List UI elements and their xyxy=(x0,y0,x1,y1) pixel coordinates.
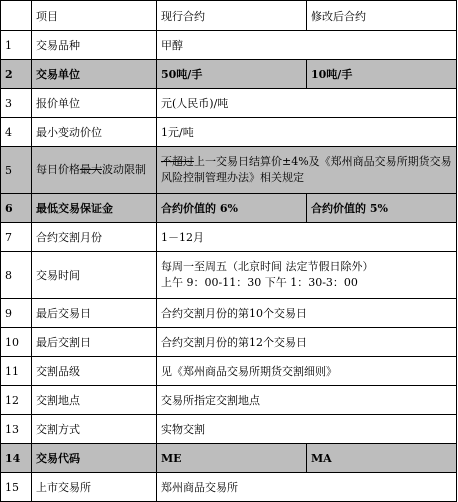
struck-text: 最大 xyxy=(80,163,102,176)
row-item: 交易品种 xyxy=(32,31,157,60)
row-item: 交易代码 xyxy=(32,444,157,473)
row-number: 7 xyxy=(1,223,32,252)
row-value: 不超过上一交易日结算价±4%及《郑州商品交易所期货交易风险控制管理办法》相关规定 xyxy=(157,147,457,194)
row-item: 交割地点 xyxy=(32,386,157,415)
table-row xyxy=(1,357,457,386)
row-value: 合约交割月份的第10个交易日 xyxy=(157,299,457,328)
row-number: 15 xyxy=(1,473,32,502)
header-current: 现行合约 xyxy=(157,1,307,31)
row-value: 合约交割月份的第12个交易日 xyxy=(157,328,457,357)
row-value xyxy=(157,252,457,299)
row-value: 见《郑州商品交易所期货交割细则》 xyxy=(157,357,457,386)
table-row xyxy=(1,473,457,502)
row-item: 最后交易日 xyxy=(32,299,157,328)
row-value: 1－12月 xyxy=(157,223,457,252)
row-number: 4 xyxy=(1,118,32,147)
row-number: 1 xyxy=(1,31,32,60)
table-row xyxy=(1,444,457,473)
table-row xyxy=(1,252,457,299)
table-row xyxy=(1,386,457,415)
row-number: 8 xyxy=(1,252,32,299)
header-revised: 修改后合约 xyxy=(307,1,457,31)
row-item: 交割品级 xyxy=(32,357,157,386)
row-item: 交易时间 xyxy=(32,252,157,299)
row-item: 交易单位 xyxy=(32,60,157,89)
row-current: 合约价值的 6% xyxy=(157,194,307,223)
row-value: 1元/吨 xyxy=(157,118,457,147)
table-row xyxy=(1,194,457,223)
row-number: 12 xyxy=(1,386,32,415)
table-row xyxy=(1,60,457,89)
table-row xyxy=(1,31,457,60)
table-row xyxy=(1,223,457,252)
row-current: 50吨/手 xyxy=(157,60,307,89)
table-row xyxy=(1,328,457,357)
row-revised: 10吨/手 xyxy=(307,60,457,89)
row-item: 交割方式 xyxy=(32,415,157,444)
row-item: 每日价格最大波动限制 xyxy=(32,147,157,194)
table-row xyxy=(1,415,457,444)
row-value: 郑州商品交易所 xyxy=(157,473,457,502)
row-revised: MA xyxy=(307,444,457,473)
row-number: 10 xyxy=(1,328,32,357)
table-row xyxy=(1,299,457,328)
row-value: 甲醇 xyxy=(157,31,457,60)
row-item: 合约交割月份 xyxy=(32,223,157,252)
row-revised: 合约价值的 5% xyxy=(307,194,457,223)
row-item: 最低交易保证金 xyxy=(32,194,157,223)
header-no xyxy=(1,1,32,31)
row-number: 6 xyxy=(1,194,32,223)
header-row xyxy=(1,1,457,31)
row-item: 上市交易所 xyxy=(32,473,157,502)
row-current: ME xyxy=(157,444,307,473)
row-value: 元(人民币)/吨 xyxy=(157,89,457,118)
header-item: 项目 xyxy=(32,1,157,31)
struck-text: 不超过 xyxy=(161,155,194,168)
row-number: 5 xyxy=(1,147,32,194)
row-number: 2 xyxy=(1,60,32,89)
row-number: 9 xyxy=(1,299,32,328)
table-row xyxy=(1,118,457,147)
row-number: 13 xyxy=(1,415,32,444)
row-number: 3 xyxy=(1,89,32,118)
table-row xyxy=(1,89,457,118)
trading-hours-line-1: 每周一至周五（北京时间 法定节假日除外） xyxy=(161,260,374,273)
row-value: 实物交割 xyxy=(157,415,457,444)
trading-hours-line-2: 上午 9：00-11：30 下午 1：30-3：00 xyxy=(161,276,358,289)
row-item: 最小变动价位 xyxy=(32,118,157,147)
row-item: 报价单位 xyxy=(32,89,157,118)
row-number: 11 xyxy=(1,357,32,386)
row-value: 交易所指定交割地点 xyxy=(157,386,457,415)
row-number: 14 xyxy=(1,444,32,473)
table-row xyxy=(1,147,457,194)
row-item: 最后交割日 xyxy=(32,328,157,357)
